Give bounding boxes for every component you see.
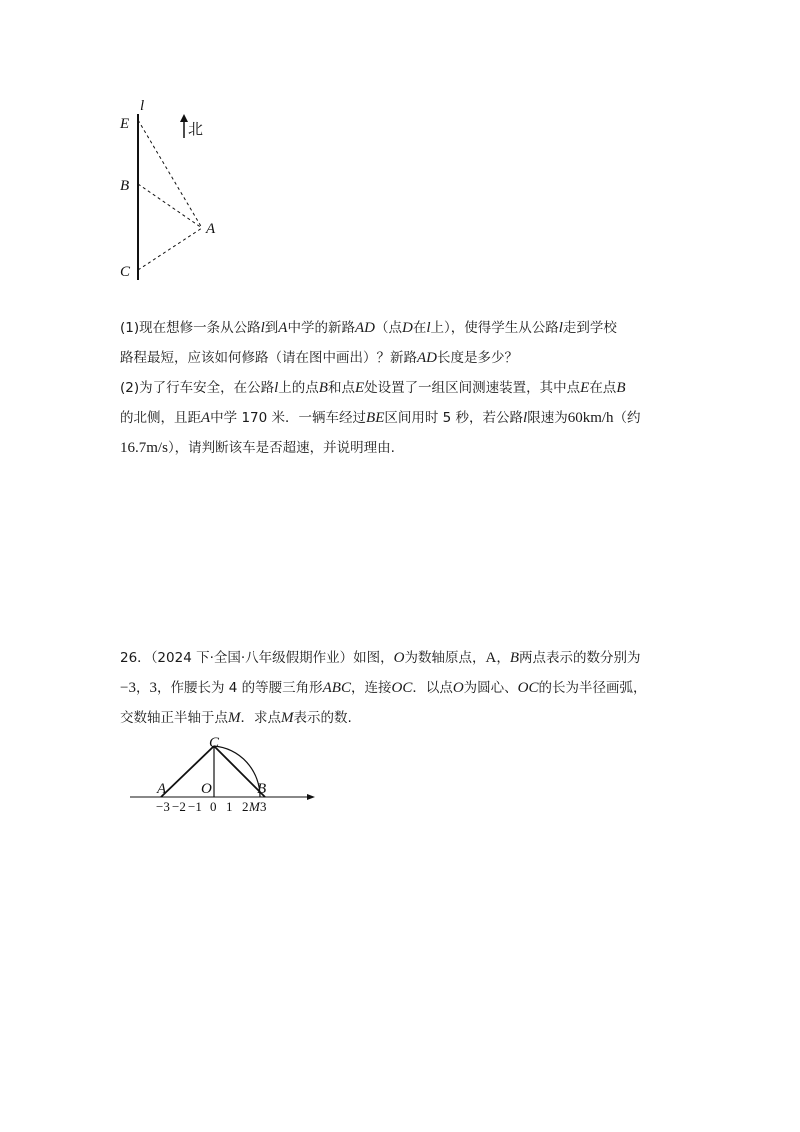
q2-text: （约 [613, 410, 641, 426]
label-b: B [257, 781, 267, 797]
q26-number: 26． [120, 650, 151, 666]
q26-text: ，连接 [350, 680, 392, 696]
q2-text: 中学 170 米．一辆车经过 [210, 410, 367, 426]
q1-number: (1) [120, 320, 140, 336]
q2-var: B [616, 380, 626, 396]
q1-var: AD [354, 320, 375, 336]
axis-arrow-icon [307, 794, 315, 800]
q26-text: ，作腰长为 4 的等腰三角形 [156, 680, 323, 696]
label-a: A [206, 221, 216, 237]
q1-text: （点 [374, 320, 402, 336]
label-north: 北 [188, 120, 204, 138]
q2-speed: 60km/h [567, 410, 614, 426]
q2-var: l [274, 380, 279, 396]
label-c: C [120, 264, 131, 280]
tick-label: 1 [226, 799, 233, 814]
q1-text: 长度是多少？ [437, 350, 518, 366]
q26-var: B [509, 650, 520, 666]
road-diagram-svg [110, 90, 230, 310]
tick-label: 3 [260, 799, 267, 814]
q2-text: 上的点 [278, 380, 319, 396]
q26-text: ， [135, 680, 150, 696]
q1-text: 现在想修一条从公路 [139, 320, 261, 336]
q26-var: M [228, 710, 241, 726]
q26-var: OC [391, 680, 413, 696]
figure-number-line [125, 735, 325, 815]
q1-text: 在 [412, 320, 427, 336]
q26-var: O [452, 680, 464, 696]
q2-text: 的北侧，且距 [120, 410, 201, 426]
q2-text: 为了行车安全，在公路 [139, 380, 275, 396]
north-arrow-icon [180, 114, 188, 138]
q2-text: 和点 [327, 380, 355, 396]
question-part-1 [120, 313, 680, 373]
label-l: l [140, 98, 145, 114]
q26-var: O [393, 650, 405, 666]
q1-var: l [558, 320, 563, 336]
segment-ca [138, 228, 202, 270]
q26-var: M [281, 710, 294, 726]
q26-text: ．以点 [412, 680, 453, 696]
q26-text: ， [496, 650, 510, 666]
q2-number: (2) [120, 380, 140, 396]
q1-var: AD [417, 350, 437, 366]
q26-var: ABC [322, 680, 351, 696]
q1-var: D [401, 320, 413, 336]
segment-ba [138, 184, 202, 228]
q26-text: 表示的数. [293, 710, 352, 726]
figure-road-diagram [110, 90, 230, 310]
q26-text: 两点表示的数分别为 [519, 650, 641, 666]
question-26 [120, 643, 680, 733]
question-part-2 [120, 373, 680, 463]
tick-label: −2 [172, 799, 186, 814]
tick-label: 2 [242, 799, 249, 814]
tick-label: −3 [156, 799, 170, 814]
label-e: E [120, 116, 130, 132]
tick-label: 0 [210, 799, 217, 814]
tick-label-m: M [249, 799, 260, 814]
q26-text: 为圆心、 [463, 680, 518, 696]
q1-text: 走到学校 [562, 320, 617, 336]
q2-var: A [201, 410, 211, 426]
tick-label: −1 [188, 799, 202, 814]
q2-text: 在点 [589, 380, 617, 396]
q1-text: 上），使得学生从公路 [430, 320, 559, 336]
number-line-svg [125, 735, 325, 815]
label-c: C [209, 735, 220, 751]
q26-source: （2024 下·全国·八年级假期作业） [150, 650, 354, 666]
q26-var: A [485, 650, 497, 666]
q2-var: BE [366, 410, 385, 426]
label-o: O [201, 781, 212, 797]
q2-var: E [580, 380, 590, 396]
q1-var: A [278, 320, 288, 336]
q2-text: 区间用时 5 秒，若公路 [384, 410, 524, 426]
q1-var: l [426, 320, 431, 336]
q1-text: 路程最短，应该如何修路（请在图中画出）？新路 [120, 350, 417, 366]
q2-var: B [318, 380, 328, 396]
q2-text: 限速为 [527, 410, 568, 426]
q26-text: 为数轴原点， [404, 650, 486, 666]
q26-value: 3 [149, 680, 157, 696]
label-b: B [120, 178, 130, 194]
q26-text: 如图， [353, 650, 394, 666]
q1-text: 到 [264, 320, 279, 336]
q2-speed: 16.7m/s [120, 440, 168, 456]
q26-text: ．求点 [240, 710, 281, 726]
q1-text: 中学的新路 [287, 320, 355, 336]
q2-var: E [354, 380, 365, 396]
q2-text: 处设置了一组区间测速装置，其中点 [364, 380, 581, 396]
q26-text: 交数轴正半轴于点 [120, 710, 228, 726]
q2-var: l [523, 410, 528, 426]
q26-text: 的长为半径画弧， [538, 680, 647, 696]
q2-text: ），请判断该车是否超速，并说明理由. [167, 440, 395, 456]
q26-value: −3 [120, 680, 136, 696]
q1-var: l [260, 320, 265, 336]
label-a: A [157, 781, 167, 797]
q26-var: OC [517, 680, 539, 696]
